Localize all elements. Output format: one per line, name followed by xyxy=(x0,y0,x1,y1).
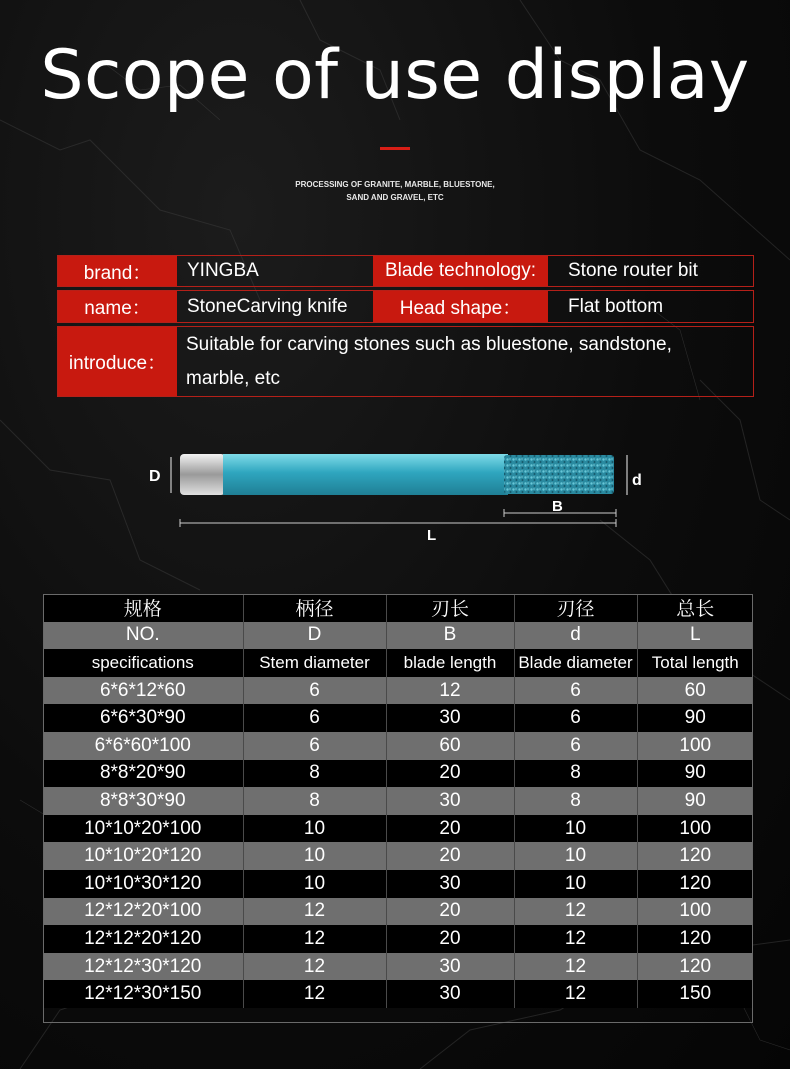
introduce-label: introduce： xyxy=(58,327,177,396)
table-row xyxy=(43,787,753,815)
bit-collar xyxy=(180,454,225,495)
table-cell: 8 xyxy=(243,787,386,815)
table-cell: 6 xyxy=(243,732,386,760)
header-cell: Blade diameter xyxy=(514,649,637,677)
header-cell: blade length xyxy=(386,649,514,677)
header-cell: Total length xyxy=(637,649,753,677)
blade-technology-value: Stone router bit xyxy=(568,260,698,281)
table-cell: 10 xyxy=(243,842,386,870)
table-cell: 6 xyxy=(243,677,386,705)
table-cell: 6 xyxy=(243,704,386,732)
header-cell: L xyxy=(637,622,753,650)
table-cell: 12*12*30*120 xyxy=(43,953,243,981)
table-cell: 90 xyxy=(637,704,753,732)
table-cell: 10*10*20*100 xyxy=(43,815,243,843)
table-row xyxy=(43,925,753,953)
table-row xyxy=(43,704,753,732)
table-cell: 6 xyxy=(514,732,637,760)
table-cell: 6*6*12*60 xyxy=(43,677,243,705)
title-accent-line xyxy=(380,147,410,150)
table-row xyxy=(43,980,753,1008)
header-cell: NO. xyxy=(43,622,243,650)
table-cell: 10*10*20*120 xyxy=(43,842,243,870)
header-cell: d xyxy=(514,622,637,650)
table-cell: 60 xyxy=(637,677,753,705)
table-cell: 20 xyxy=(386,815,514,843)
header-cell: specifications xyxy=(43,649,243,677)
table-header-chinese xyxy=(43,594,753,622)
table-cell: 12 xyxy=(386,677,514,705)
dimension-D-label: D xyxy=(149,468,161,485)
table-cell: 12 xyxy=(243,925,386,953)
table-cell: 12 xyxy=(514,953,637,981)
table-cell: 120 xyxy=(637,925,753,953)
table-row xyxy=(43,898,753,926)
table-cell: 12 xyxy=(243,953,386,981)
name-label: name： xyxy=(58,291,177,322)
header-cell: Stem diameter xyxy=(243,649,386,677)
table-cell: 6*6*30*90 xyxy=(43,704,243,732)
blade-technology-label: Blade technology: xyxy=(373,256,548,286)
table-cell: 10*10*30*120 xyxy=(43,870,243,898)
table-cell: 12 xyxy=(243,980,386,1008)
subtitle-line-1: PROCESSING OF GRANITE, MARBLE, BLUESTONE, xyxy=(295,180,495,189)
table-cell: 12 xyxy=(243,898,386,926)
header-cell: B xyxy=(386,622,514,650)
header-cell: D xyxy=(243,622,386,650)
table-cell: 30 xyxy=(386,704,514,732)
table-cell: 6 xyxy=(514,677,637,705)
table-row xyxy=(43,842,753,870)
table-cell: 8 xyxy=(514,760,637,788)
bit-head xyxy=(504,455,614,494)
router-bit-diagram xyxy=(140,440,660,550)
header-cell: 刃径 xyxy=(514,594,637,622)
table-cell: 90 xyxy=(637,787,753,815)
table-cell: 8 xyxy=(514,787,637,815)
introduce-line-1: Suitable for carving stones such as bluestone, sandstone, xyxy=(186,333,672,355)
brand-value: YINGBA xyxy=(187,260,259,281)
table-cell: 120 xyxy=(637,842,753,870)
info-row-brand xyxy=(57,255,754,287)
table-cell: 30 xyxy=(386,980,514,1008)
table-cell: 120 xyxy=(637,870,753,898)
head-shape-label: Head shape： xyxy=(373,291,548,322)
brand-label: brand： xyxy=(58,256,177,286)
page-title: Scope of use display xyxy=(40,36,750,115)
table-cell: 8*8*30*90 xyxy=(43,787,243,815)
name-value: StoneCarving knife xyxy=(187,295,348,317)
table-cell: 12*12*20*100 xyxy=(43,898,243,926)
table-cell: 10 xyxy=(243,815,386,843)
header-cell: 规格 xyxy=(43,594,243,622)
table-cell: 12*12*30*150 xyxy=(43,980,243,1008)
table-cell: 150 xyxy=(637,980,753,1008)
table-cell: 10 xyxy=(243,870,386,898)
table-cell: 12 xyxy=(514,980,637,1008)
table-cell: 30 xyxy=(386,787,514,815)
header-cell: 总长 xyxy=(637,594,753,622)
table-cell: 12*12*20*120 xyxy=(43,925,243,953)
table-header-symbols xyxy=(43,622,753,650)
page-subtitle xyxy=(0,178,790,204)
table-cell: 90 xyxy=(637,760,753,788)
table-cell: 6 xyxy=(514,704,637,732)
introduce-value xyxy=(177,327,753,396)
table-cell: 8 xyxy=(243,760,386,788)
table-cell: 100 xyxy=(637,732,753,760)
table-row xyxy=(43,760,753,788)
table-row xyxy=(43,870,753,898)
table-cell: 12 xyxy=(514,925,637,953)
table-cell: 10 xyxy=(514,842,637,870)
dimension-d-label: d xyxy=(632,472,642,489)
table-row xyxy=(43,953,753,981)
table-cell: 100 xyxy=(637,898,753,926)
dimension-L-label: L xyxy=(427,527,437,544)
bit-shank xyxy=(223,454,508,495)
introduce-line-2: marble, etc xyxy=(186,367,280,389)
table-cell: 30 xyxy=(386,870,514,898)
table-cell: 20 xyxy=(386,925,514,953)
table-row xyxy=(43,677,753,705)
table-cell: 30 xyxy=(386,953,514,981)
header-cell: 刃长 xyxy=(386,594,514,622)
table-cell: 120 xyxy=(637,953,753,981)
table-cell: 20 xyxy=(386,760,514,788)
table-cell: 8*8*20*90 xyxy=(43,760,243,788)
table-row xyxy=(43,815,753,843)
table-cell: 10 xyxy=(514,870,637,898)
info-row-name xyxy=(57,290,754,323)
table-cell: 100 xyxy=(637,815,753,843)
header-cell: 柄径 xyxy=(243,594,386,622)
table-cell: 10 xyxy=(514,815,637,843)
table-cell: 20 xyxy=(386,898,514,926)
table-cell: 6*6*60*100 xyxy=(43,732,243,760)
head-shape-value: Flat bottom xyxy=(568,295,664,317)
table-row xyxy=(43,732,753,760)
specifications-table xyxy=(43,594,753,1008)
subtitle-line-2: SAND AND GRAVEL, ETC xyxy=(346,193,444,202)
table-cell: 20 xyxy=(386,842,514,870)
table-cell: 60 xyxy=(386,732,514,760)
dimension-B-label: B xyxy=(552,498,563,515)
table-cell: 12 xyxy=(514,898,637,926)
table-header-english xyxy=(43,649,753,677)
info-row-introduce xyxy=(57,326,754,397)
